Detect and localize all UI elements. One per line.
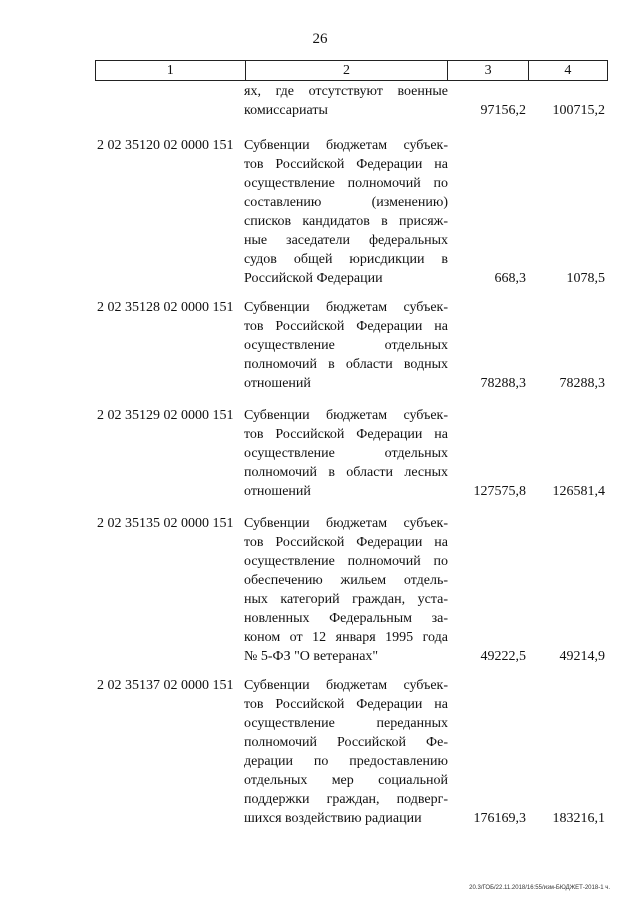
description-line: Субвенции бюджетам субъек-	[244, 300, 448, 315]
description-line: тов Российской Федерации на	[244, 427, 448, 442]
description-line: Субвенции бюджетам субъек-	[244, 678, 448, 693]
footer-stamp: 20.3/ГОБ/22.11.2018/16:55/изм-БЮДЖЕТ-2018-1 ч.	[469, 885, 610, 891]
description-line: тов Российской Федерации на	[244, 535, 448, 550]
description-line: ях, где отсутствуют военные	[244, 84, 448, 99]
description-line: осуществление полномочий по	[244, 554, 448, 569]
description-line: дерации по предоставлению	[244, 754, 448, 769]
description-line: Субвенции бюджетам субъек-	[244, 408, 448, 423]
description-line: тов Российской Федерации на	[244, 319, 448, 334]
value-column-4: 183216,1	[552, 811, 605, 826]
value-column-3: 668,3	[494, 271, 526, 286]
page-number: 26	[312, 31, 328, 47]
description-line: Российской Федерации	[244, 271, 383, 286]
description-line: новленных Федеральным за-	[244, 611, 448, 626]
budget-code: 2 02 35137 02 0000 151	[97, 678, 234, 693]
description-line: полномочий Российской Фе-	[244, 735, 448, 750]
description-line: отношений	[244, 484, 311, 499]
description-line: шихся воздействию радиации	[244, 811, 422, 826]
budget-code: 2 02 35135 02 0000 151	[97, 516, 234, 531]
value-column-3: 78288,3	[480, 376, 526, 391]
value-column-3: 49222,5	[480, 649, 526, 664]
description-line: полномочий в области водных	[244, 357, 448, 372]
description-line: поддержки граждан, подверг-	[244, 792, 448, 807]
description-line: списков кандидатов в присяж-	[244, 214, 448, 229]
value-column-4: 78288,3	[559, 376, 605, 391]
description-line: ные заседатели федеральных	[244, 233, 448, 248]
value-column-4: 1078,5	[566, 271, 605, 286]
description-line: Субвенции бюджетам субъек-	[244, 516, 448, 531]
value-column-4: 126581,4	[552, 484, 605, 499]
value-column-4: 100715,2	[552, 103, 605, 118]
value-column-3: 176169,3	[473, 811, 526, 826]
budget-code: 2 02 35120 02 0000 151	[97, 138, 234, 153]
description-line: осуществление отдельных	[244, 446, 448, 461]
column-header-1: 1	[96, 61, 246, 81]
description-line: тов Российской Федерации на	[244, 697, 448, 712]
description-line: Субвенции бюджетам субъек-	[244, 138, 448, 153]
budget-code: 2 02 35128 02 0000 151	[97, 300, 234, 315]
description-line: коном от 12 января 1995 года	[244, 630, 448, 645]
description-line: обеспечению жильем отдель-	[244, 573, 448, 588]
description-line: составлению (изменению)	[244, 195, 448, 210]
description-line: осуществление отдельных	[244, 338, 448, 353]
description-line: комиссариаты	[244, 103, 328, 118]
value-column-3: 97156,2	[480, 103, 526, 118]
value-column-4: 49214,9	[559, 649, 605, 664]
description-line: отношений	[244, 376, 311, 391]
description-line: отдельных мер социальной	[244, 773, 448, 788]
description-line: полномочий в области лесных	[244, 465, 448, 480]
table-header	[95, 60, 608, 81]
description-line: осуществление переданных	[244, 716, 448, 731]
description-line: ных категорий граждан, уста-	[244, 592, 448, 607]
description-line: осуществление полномочий по	[244, 176, 448, 191]
budget-code: 2 02 35129 02 0000 151	[97, 408, 234, 423]
value-column-3: 127575,8	[473, 484, 526, 499]
description-line: № 5-ФЗ "О ветеранах"	[244, 649, 379, 664]
description-line: судов общей юрисдикции в	[244, 252, 448, 267]
description-line: тов Российской Федерации на	[244, 157, 448, 172]
column-header-4: 4	[528, 61, 607, 81]
column-header-3: 3	[448, 61, 528, 81]
column-header-2: 2	[245, 61, 448, 81]
